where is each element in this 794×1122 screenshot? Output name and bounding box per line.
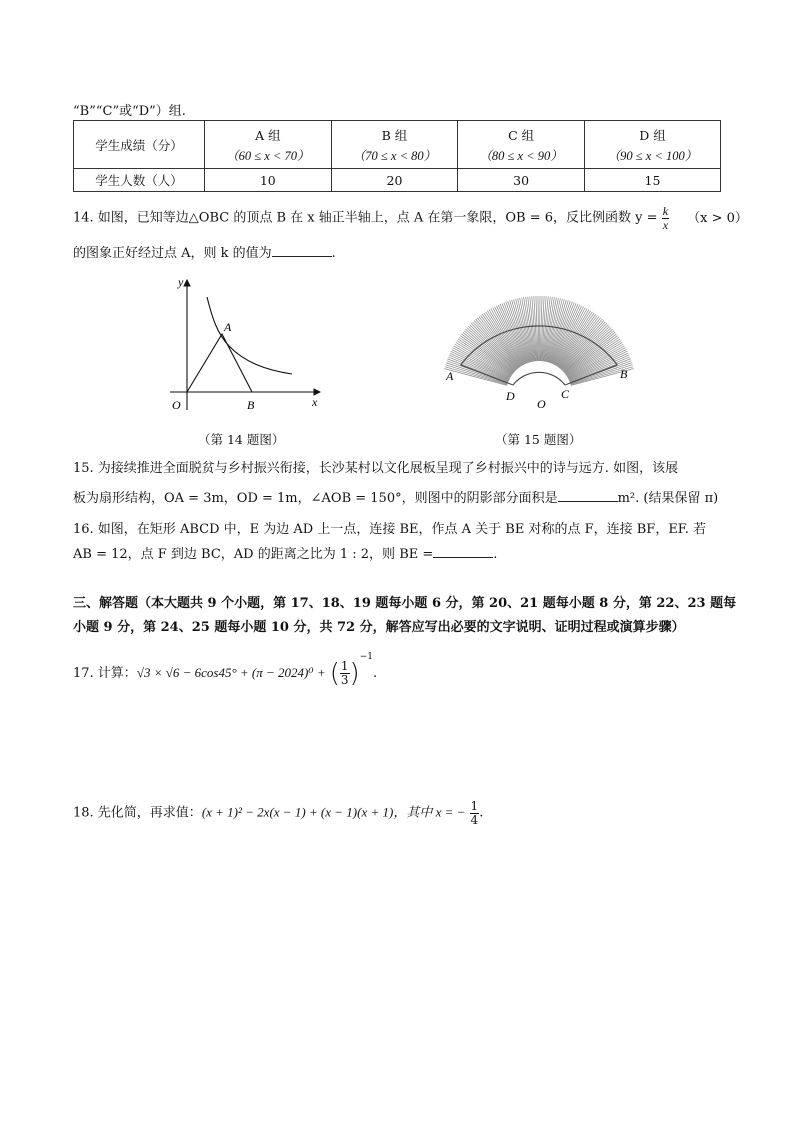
section3-line1: 三、解答题（本大题共 9 个小题，第 17、18、19 题每小题 6 分，第 20、21 题每小题 8 分，第 22、23 题每 (73, 596, 737, 611)
shading-line (555, 309, 587, 366)
label-B: B (620, 367, 628, 381)
group-cell (331, 121, 458, 169)
group-name: B 组 (381, 127, 408, 143)
count-cell: 15 (584, 169, 720, 192)
q14-fraction: $\frac{k}{x}$ (662, 204, 669, 232)
label-y: y (178, 275, 184, 289)
count-cell: 30 (458, 169, 585, 192)
label-A: A (224, 320, 232, 334)
q15-line1: 15. 为接续推进全面脱贫与乡村振兴衔接，长沙某村以文化展板呈现了乡村振兴中的诗与远方. 如图，该展 (73, 461, 679, 476)
fig15-caption: （第 15 题图） (495, 432, 582, 447)
group-name: C 组 (508, 127, 535, 143)
q15-line2: 板为扇形结构，OA = 3m，OD = 1m，∠AOB = 150°，则图中的阴影部分面积是 m². (结果保留 π) (73, 491, 719, 506)
table-row (74, 169, 721, 192)
inner-arc (513, 372, 565, 385)
q17-exponent: −1 (359, 652, 373, 662)
figure-15 (440, 285, 640, 415)
shading-line (538, 296, 539, 361)
group-cell (584, 121, 720, 169)
label-B: B (247, 398, 255, 412)
shading-line (491, 309, 523, 366)
fig14-caption: （第 14 题图） (198, 432, 285, 447)
group-cell (205, 121, 332, 169)
count-cell: 10 (205, 169, 332, 192)
table-row (74, 121, 721, 169)
q17-fraction: $\frac{1}{3}$ (340, 659, 349, 687)
q16-line1: 16. 如图，在矩形 ABCD 中，E 为边 AD 上一点，连接 BE，作点 A 关于 BE 对称的点 F，连接 BF，EF. 若 (73, 522, 707, 537)
q18: 18. 先化简，再求值：(x + 1)² − 2x(x − 1) + (x − 1)(x + 1)，其中 x = − $\frac{1}{4}$ . (73, 799, 484, 827)
q18-expression: (x + 1)² − 2x(x − 1) + (x − 1)(x + 1)，其中 x = − (201, 804, 466, 820)
label-O: O (537, 397, 546, 411)
group-range: （80 ≤ x < 90） (479, 148, 563, 163)
q17-expression: √3 × √6 − 6cos45° + (π − 2024)⁰ + (136, 665, 326, 680)
answer-blank[interactable] (433, 557, 493, 558)
group-name: A 组 (255, 127, 281, 143)
q17: 17. 计算：√3 × √6 − 6cos45° + (π − 2024)⁰ + ( $\frac{1}{3}$ )$^{-1}$. (73, 652, 378, 689)
score-table (73, 120, 721, 192)
q14-line2: 的图象正好经过点 A，则 k 的值为 . (73, 246, 336, 261)
label-x: x (312, 395, 318, 409)
label-C: C (561, 387, 570, 401)
count-cell: 20 (331, 169, 458, 192)
group-name: D 组 (639, 127, 666, 143)
label-D: D (506, 389, 515, 403)
group-cell (458, 121, 585, 169)
figure-14 (160, 272, 340, 417)
answer-blank[interactable] (272, 256, 332, 257)
intro-line: “B”“C”或“D”）组. (73, 104, 186, 119)
shading-line (539, 296, 540, 361)
row-header: 学生成绩（分） (74, 121, 205, 169)
label-A: A (446, 369, 454, 383)
row-header: 学生人数（人） (74, 169, 205, 192)
q18-fraction: $\frac{1}{4}$ (470, 799, 479, 827)
hyperbola-curve (207, 297, 292, 374)
group-range: （90 ≤ x < 100） (607, 148, 698, 163)
group-range: （70 ≤ x < 80） (352, 148, 437, 163)
label-O: O (172, 398, 181, 412)
q14-line1: 14. 如图，已知等边△OBC 的顶点 B 在 x 轴正半轴上，点 A 在第一象限，OB = 6，反比例函数 y = $\frac{k}{x}$ （x > 0） (73, 204, 748, 232)
q16-line2: AB = 12，点 F 到边 BC，AD 的距离之比为 1 : 2，则 BE = . (73, 547, 498, 562)
group-range: （60 ≤ x < 70） (226, 148, 310, 163)
answer-blank[interactable] (558, 501, 618, 502)
section3-line2: 小题 9 分，第 24、25 题每小题 10 分，共 72 分，解答应写出必要的文字说明、证明过程或演算步骤） (73, 620, 685, 635)
triangle (187, 334, 252, 392)
q14-condition: （x > 0） (687, 210, 748, 226)
